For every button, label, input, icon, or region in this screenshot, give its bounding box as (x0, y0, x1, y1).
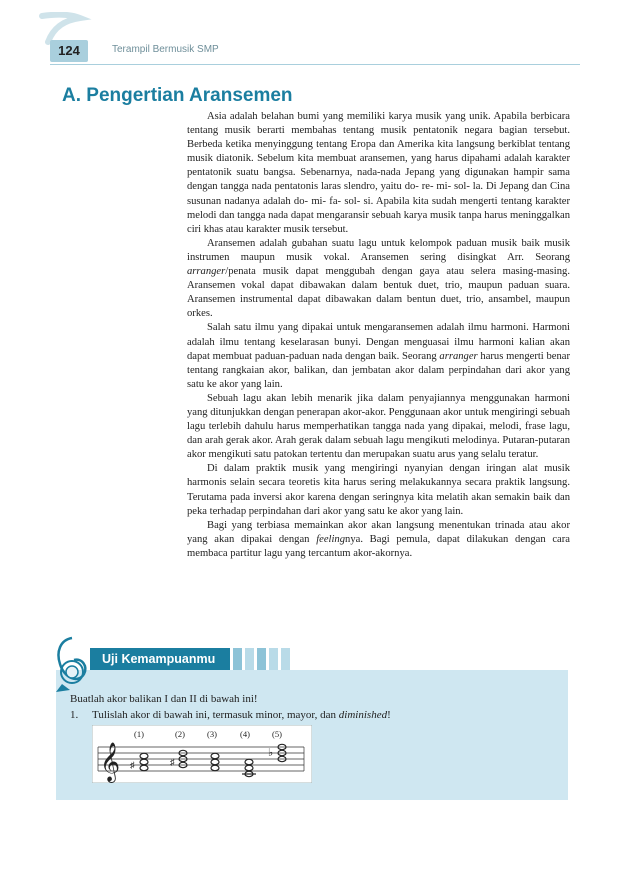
arranger-emphasis: arranger (187, 266, 226, 278)
chord-label-4: (4) (240, 729, 250, 739)
paragraph-1: Asia adalah belahan bumi yang memiliki karya musik yang unik. Apabila berbicara tentang musik berarti membahas tentang musik pentatonik negara bagian tersebut. Berbeda ketika menyinggung tentang Eropa dan Amerika kita langsung berkiblat tentang musik diatonik. Sebelum kita membuat aransemen, yang harus dipahami adalah karakter pentatonik suatu bangsa. Sebenarnya, nada-nada Jepang yang digunakan hampir sama dengan tangga nada pentatonis laras slendro, yaitu do- re- mi- sol- la. Di Jepang dan Cina susunan nadanya adalah do- mi- fa- sol- si. Apabila kita sudah mengerti tentang karakter melodi dan tangga nada dapat mengaransir sebuah karya musik tanpa harus meninggalkan ciri khas atau karakter musik tersebut. (187, 111, 570, 235)
arranger-emphasis: arranger (439, 350, 478, 362)
paragraph-6: Bagi yang terbiasa memainkan akor akan langsung menentukan trinada atau akor yang akan dipakai dengan feelingnya. Bagi pemula, dapat dilakukan dengan cara membaca partitur lagu yang tercantum akor-akornya. (187, 519, 570, 559)
section-heading: A. Pengertian Aransemen (62, 85, 293, 106)
chord-label-5: (5) (272, 729, 282, 739)
chord-label-3: (3) (207, 729, 217, 739)
exercise-item-1: 1. Tulislah akor di bawah ini, termasuk minor, mayor, dan diminished! (70, 709, 391, 721)
page-number: 124 (50, 40, 88, 62)
paragraph-5: Di dalam praktik musik yang mengiringi nyanyian dengan iringan alat musik harmonis selain secara teoretis kita harus sering melakukannya secara praktik langsung. Terutama pada inversi akor karena dengan seringnya kita melatih akan semakin baik dan peka terhadap perpindahan dari akor yang satu ke akor yang lain. (187, 463, 570, 517)
svg-text:♯: ♯ (130, 760, 135, 770)
body-text (187, 110, 570, 561)
svg-text:♯: ♯ (170, 757, 175, 767)
chord-label-1: (1) (134, 729, 144, 739)
header-divider (50, 64, 580, 65)
paragraph-4: Sebuah lagu akan lebih menarik jika dalam penyajiannya menggunakan harmoni yang ditunjukkan dengan penerapan akor-akor. Penggunaan akor untuk mengiringi sebuah lagu terlebih dahulu harus memperhatikan tangga nada yang dipakai, melodi, frase lagu, dan arah gerak akor. Arah gerak dalam sebuah lagu mengikuti melodinya. Putaran-putaran akor mengikuti satu patokan tertentu dan merupakan suatu arus yang selalu teratur. (187, 392, 570, 461)
treble-clef-icon: 𝄞 (100, 742, 121, 782)
paragraph-2: Aransemen adalah gubahan suatu lagu untuk kelompok paduan musik baik musik instrumen maupun musik vokal. Aransemen sering disingkat Arr. Seorang arranger/penata musik dapat menggubah dengan gaya atau selera masing-masing. Aransemen vokal dapat dibawakan dalam bentuk duet, trio, maupun paduan suara. Aransemen instrumental dapat dibawakan dalam bentun duet, trio, ansambel, maupun orkes. (187, 237, 570, 320)
paragraph-3: Salah satu ilmu yang dipakai untuk mengaransemen adalah ilmu harmoni. Harmoni adalah ilmu tentang keselarasan bunyi. Dengan menguasai ilmu harmoni kalian akan dapat membuat paduan-paduan nada dengan baik. Seorang arranger harus mengerti benar tentang rangkaian akor, balikan, dan jembatan akor dalam perpindahan dari akor yang satu ke akor yang lain. (187, 322, 570, 390)
chord-label-2: (2) (175, 729, 185, 739)
book-title: Terampil Bermusik SMP (112, 44, 219, 55)
exercise-instruction: Buatlah akor balikan I dan II di bawah ini! (70, 693, 258, 705)
feeling-emphasis: feeling (316, 533, 346, 545)
exercise-title: Uji Kemampuanmu (90, 648, 230, 670)
music-staff (92, 725, 312, 783)
svg-text:♭: ♭ (268, 747, 274, 759)
title-stripes-decoration (230, 648, 290, 670)
french-horn-icon (52, 634, 92, 694)
